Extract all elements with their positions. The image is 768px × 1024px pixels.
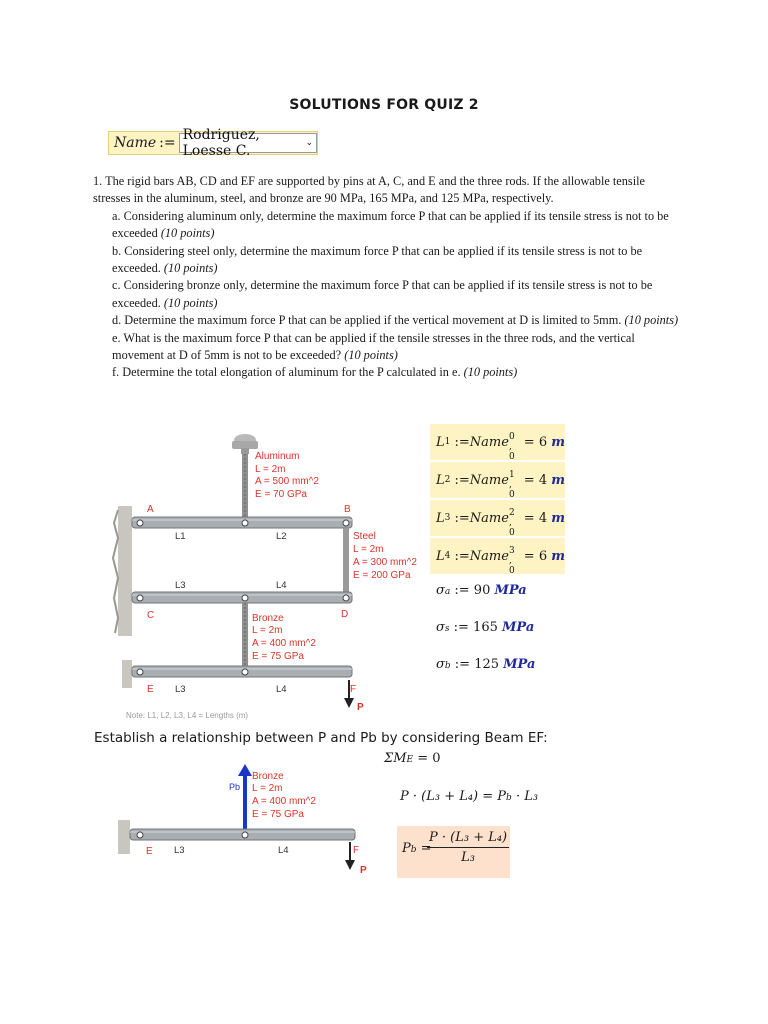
steel-rod (343, 528, 349, 594)
bronze-label-fig2: Bronze (252, 771, 284, 782)
chevron-down-icon: ⌄ (305, 138, 313, 148)
point-e-fig2: E (146, 846, 153, 857)
name-dropdown-value: Rodriguez, Loesse C. (182, 127, 260, 159)
problem-item-b: b. Considering steel only, determine the maximum force P that can be applied if its tensile stress is not to be exceeded. (10 points) (112, 243, 643, 276)
stress-aluminum: σa := 90 MPa (436, 583, 527, 598)
wall-support-fig2 (118, 820, 130, 854)
steel-length: L = 2m (353, 544, 384, 555)
bronze-label: Bronze (252, 613, 284, 624)
pb-lhs: Pb = (402, 841, 432, 856)
problem-statement (93, 173, 685, 382)
equilibrium-equation: P · (L₃ + L₄) = Pb · L₃ (400, 789, 539, 804)
section-heading: Establish a relationship between P and Pb by considering Beam EF: (94, 730, 548, 746)
problem-item-a: a. Considering aluminum only, determine the maximum force P that can be applied if its tensile stress is not to be exceeded (10 points) (112, 208, 669, 241)
rod-beam-diagram (110, 428, 420, 728)
bronze-modulus: E = 75 GPa (252, 651, 304, 662)
name-dropdown[interactable] (179, 127, 317, 159)
beam-ef-diagram (110, 760, 390, 890)
bronze-length: L = 2m (252, 625, 283, 636)
aluminum-modulus: E = 70 GPa (255, 489, 307, 500)
moment-equation: ΣME = 0 (384, 751, 441, 766)
problem-item-d: d. Determine the maximum force P that can be applied if the vertical movement at D is limited to 5mm. (10 points) (112, 313, 679, 328)
length-l3: L3 (175, 580, 186, 591)
wall-support (118, 506, 132, 636)
point-f: F (350, 684, 357, 695)
bronze-area: A = 400 mm^2 (252, 638, 316, 649)
problem-intro: 1. The rigid bars AB, CD and EF are supported by pins at A, C, and E and the three rods. If the allowable tensile stresses in the aluminum, steel, and bronze are 90 MPa, 165 MPa, and 125 MPa, respectively. (93, 174, 645, 206)
bronze-length-fig2: L = 2m (252, 783, 283, 794)
point-b: B (344, 504, 351, 515)
point-a: A (147, 504, 154, 515)
steel-modulus: E = 200 GPa (353, 570, 411, 581)
point-p: P (357, 702, 364, 713)
length-l4-fig2: L4 (278, 845, 289, 856)
bronze-area-fig2: A = 400 mm^2 (252, 796, 316, 807)
pb-label: Pb (229, 782, 241, 792)
problem-item-f: f. Determine the total elongation of aluminum for the P calculated in e. (10 points) (112, 365, 518, 380)
steel-label: Steel (353, 531, 376, 542)
length-def-2: L 2 := Name 1 , 0 = 4 m (430, 462, 565, 498)
name-assign: := (159, 135, 176, 151)
point-e: E (147, 684, 154, 695)
wall-support-lower (122, 660, 132, 688)
aluminum-area: A = 500 mm^2 (255, 476, 319, 487)
point-c: C (147, 610, 155, 621)
pb-result-box (397, 826, 510, 878)
length-def-4: L 4 := Name 3 , 0 = 6 m (430, 538, 565, 574)
point-f-fig2: F (353, 845, 360, 856)
stress-steel: σs := 165 MPa (436, 620, 535, 635)
length-l3-lower: L3 (175, 684, 186, 695)
pb-fraction: $\frac{\text{P · (L₃ + L₄)}}{\text{L₃}}$ (429, 830, 508, 865)
problem-item-c: c. Considering bronze only, determine the maximum force P that can be applied if its tensile stress is not to be exceeded. (10 points) (112, 278, 653, 310)
length-def-1: L 1 := Name 0 , 0 = 6 m (430, 424, 565, 460)
stress-bronze: σb := 125 MPa (436, 657, 536, 672)
point-p-fig2: P (360, 865, 367, 876)
length-l2: L2 (276, 531, 287, 542)
aluminum-length: L = 2m (255, 464, 286, 475)
name-label: Name (114, 135, 157, 151)
point-d: D (341, 609, 349, 620)
page-title: SOLUTIONS FOR QUIZ 2 (289, 97, 479, 113)
length-l4: L4 (276, 580, 287, 591)
length-l4-lower: L4 (276, 684, 287, 695)
name-field (108, 127, 318, 159)
length-def-3: L 3 := Name 2 , 0 = 4 m (430, 500, 565, 536)
aluminum-label: Aluminum (255, 451, 300, 462)
length-l3-fig2: L3 (174, 845, 185, 856)
problem-item-e: e. What is the maximum force P that can be applied if the tensile stresses in the three rods, and the vertical movement at D of 5mm is not to be exceeded? (10 points) (112, 330, 635, 363)
steel-area: A = 300 mm^2 (353, 557, 417, 568)
length-l1: L1 (175, 531, 186, 542)
bronze-modulus-fig2: E = 75 GPa (252, 809, 304, 820)
figure-note: Note: L1, L2, L3, L4 = Lengths (m) (126, 711, 249, 720)
